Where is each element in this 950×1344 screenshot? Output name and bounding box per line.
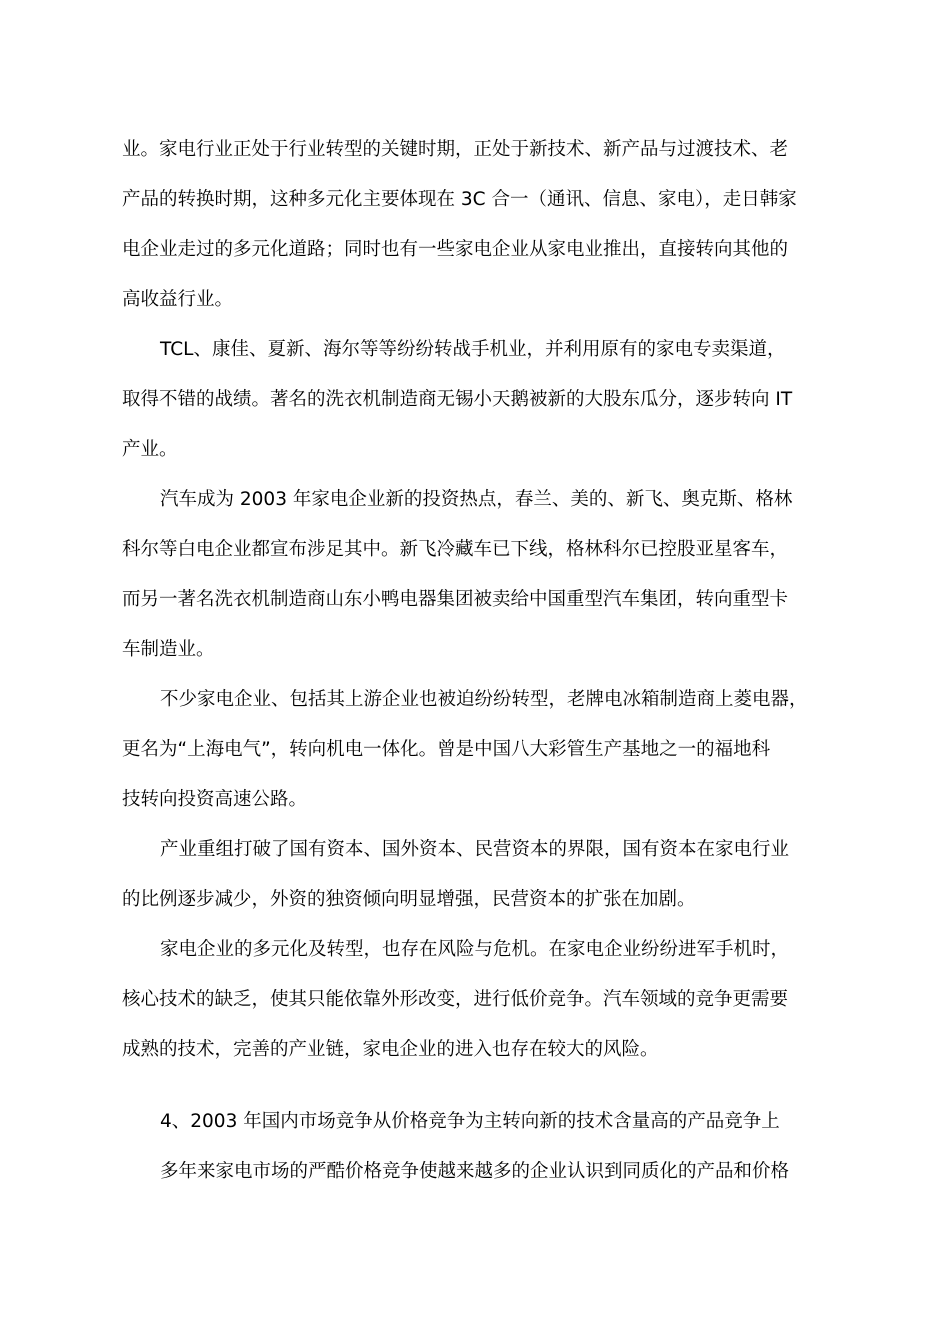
paragraph-line: 核心技术的缺乏，使其只能依靠外形改变，进行低价竞争。汽车领域的竞争更需要 bbox=[122, 989, 789, 1010]
paragraph-line: 更名为“上海电气”，转向机电一体化。曾是中国八大彩管生产基地之一的福地科 bbox=[122, 739, 771, 760]
paragraph-line: 的比例逐步减少，外资的独资倾向明显增强，民营资本的扩张在加剧。 bbox=[122, 889, 696, 910]
paragraph-line: 高收益行业。 bbox=[122, 289, 234, 310]
paragraph-line: 车制造业。 bbox=[122, 639, 215, 660]
paragraph-line: 业。家电行业正处于行业转型的关键时期，正处于新技术、新产品与过渡技术、老 bbox=[122, 139, 789, 160]
paragraph-line: 成熟的技术，完善的产业链，家电企业的进入也存在较大的风险。 bbox=[122, 1039, 659, 1060]
paragraph-line: 产品的转换时期，这种多元化主要体现在 3C 合一（通讯、信息、家电），走日韩家 bbox=[122, 189, 797, 210]
paragraph-line: 而另一著名洗衣机制造商山东小鸭电器集团被卖给中国重型汽车集团，转向重型卡 bbox=[122, 589, 789, 610]
paragraph-line: 产业重组打破了国有资本、国外资本、民营资本的界限，国有资本在家电行业 bbox=[160, 839, 790, 860]
paragraph-line: 产业。 bbox=[122, 439, 178, 460]
paragraph-line: 不少家电企业、包括其上游企业也被迫纷纷转型，老牌电冰箱制造商上菱电器， bbox=[160, 689, 808, 710]
paragraph-line: 取得不错的战绩。著名的洗衣机制造商无锡小天鹅被新的大股东瓜分，逐步转向 IT bbox=[122, 389, 793, 410]
paragraph-line: 家电企业的多元化及转型，也存在风险与危机。在家电企业纷纷进军手机时， bbox=[160, 939, 790, 960]
paragraph-line: TCL、康佳、夏新、海尔等等纷纷转战手机业，并利用原有的家电专卖渠道， bbox=[160, 339, 786, 360]
paragraph-line: 汽车成为 2003 年家电企业新的投资热点，春兰、美的、新飞、奥克斯、格林 bbox=[160, 489, 793, 510]
section-heading: 4、2003 年国内市场竞争从价格竞争为主转向新的技术含量高的产品竞争上 bbox=[160, 1111, 780, 1132]
paragraph-line: 多年来家电市场的严酷价格竞争使越来越多的企业认识到同质化的产品和价格 bbox=[160, 1161, 790, 1182]
paragraph-line: 电企业走过的多元化道路；同时也有一些家电企业从家电业推出，直接转向其他的 bbox=[122, 239, 789, 260]
paragraph-line: 技转向投资高速公路。 bbox=[122, 789, 308, 810]
paragraph-line: 科尔等白电企业都宣布涉足其中。新飞冷藏车已下线，格林科尔已控股亚星客车， bbox=[122, 539, 789, 560]
